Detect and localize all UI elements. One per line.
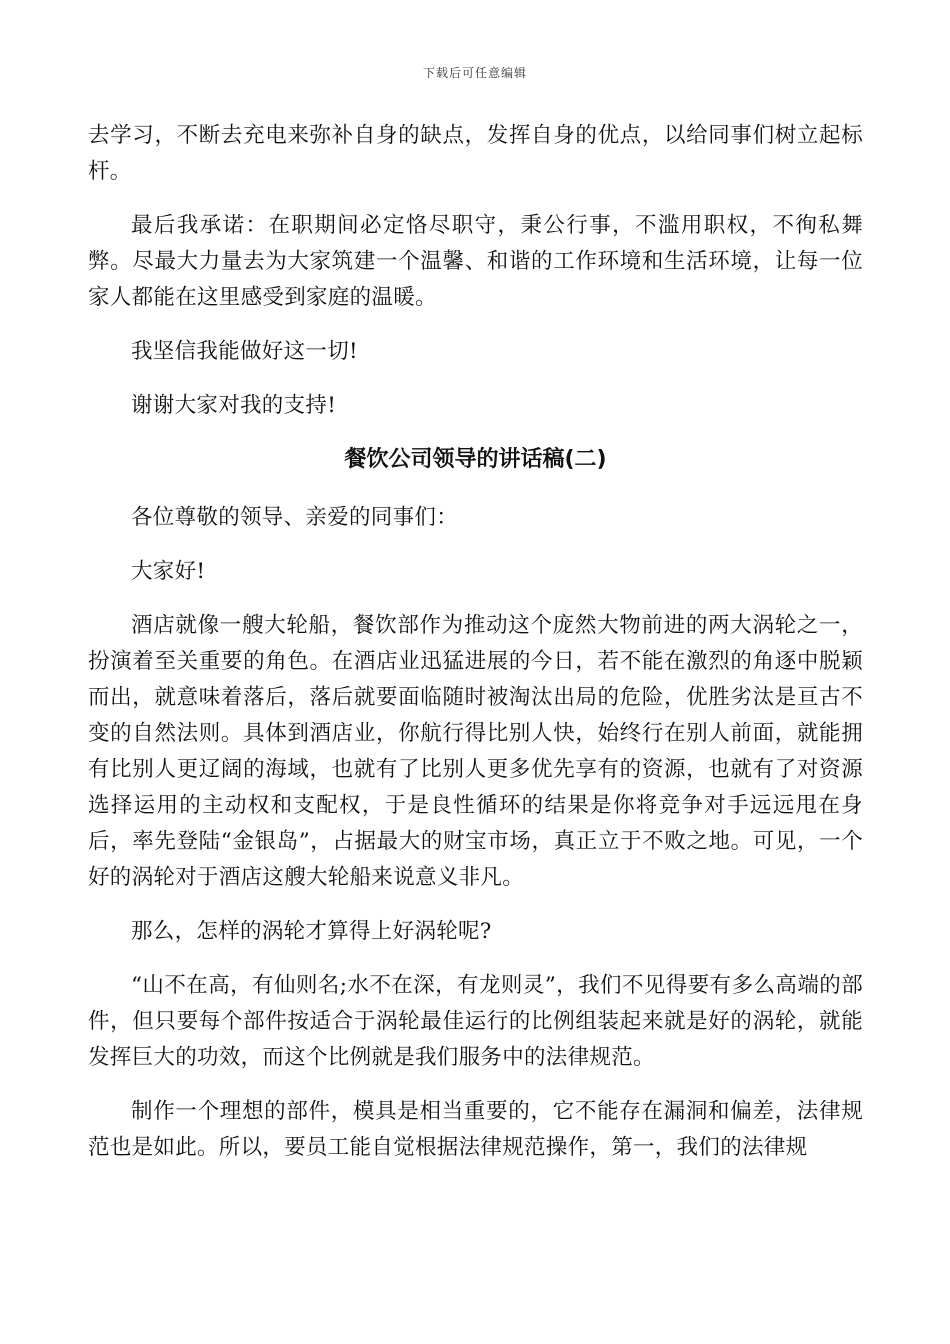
paragraph: 我坚信我能做好这一切!	[131, 339, 358, 364]
paragraph: “山不在高，有仙则名;水不在深，有龙则灵”，我们不见得要有多么高端的部件，但只要每个部件按适合于涡轮最佳运行的比例组装起来就是好的涡轮，就能发挥巨大的功效，而这个比例就是我们服务中的法律规范。	[88, 973, 863, 1070]
paragraph: 制作一个理想的部件，模具是相当重要的，它不能存在漏洞和偏差，法律规范也是如此。所以，要员工能自觉根据法律规范操作，第一，我们的法律规	[88, 1099, 863, 1160]
paragraph: 酒店就像一艘大轮船，餐饮部作为推动这个庞然大物前进的两大涡轮之一，扮演着至关重要的角色。在酒店业迅猛进展的今日，若不能在激烈的角逐中脱颖而出，就意味着落后，落后就要面临随时被淘汰出局的危险，优胜劣汰是亘古不变的自然法则。具体到酒店业，你航行得比别人快，始终行在别人前面，就能拥有比别人更辽阔的海域，也就有了比别人更多优先享有的资源，也就有了对资源选择运用的主动权和支配权，于是良性循环的结果是你将竞争对手远远甩在身后，率先登陆“金银岛”，占据最大的财宝市场，真正立于不败之地。可见，一个好的涡轮对于酒店这艘大轮船来说意义非凡。	[88, 613, 863, 890]
document-body	[88, 118, 863, 1184]
paragraph: 谢谢大家对我的支持!	[131, 393, 337, 418]
paragraph: 各位尊敬的领导、亲爱的同事们：	[131, 505, 459, 530]
section-title: 餐饮公司领导的讲话稿(二)	[344, 447, 607, 472]
paragraph: 去学习，不断去充电来弥补自身的缺点，发挥自身的优点，以给同事们树立起标杆。	[88, 123, 863, 184]
paragraph: 最后我承诺：在职期间必定恪尽职守，秉公行事，不滥用职权，不徇私舞弊。尽最大力量去为大家筑建一个温馨、和谐的工作环境和生活环境，让每一位家人都能在这里感受到家庭的温暖。	[88, 213, 863, 310]
paragraph: 大家好!	[131, 559, 206, 584]
paragraph: 那么，怎样的涡轮才算得上好涡轮呢?	[131, 919, 492, 944]
page-header: 下载后可任意编辑	[422, 66, 527, 80]
